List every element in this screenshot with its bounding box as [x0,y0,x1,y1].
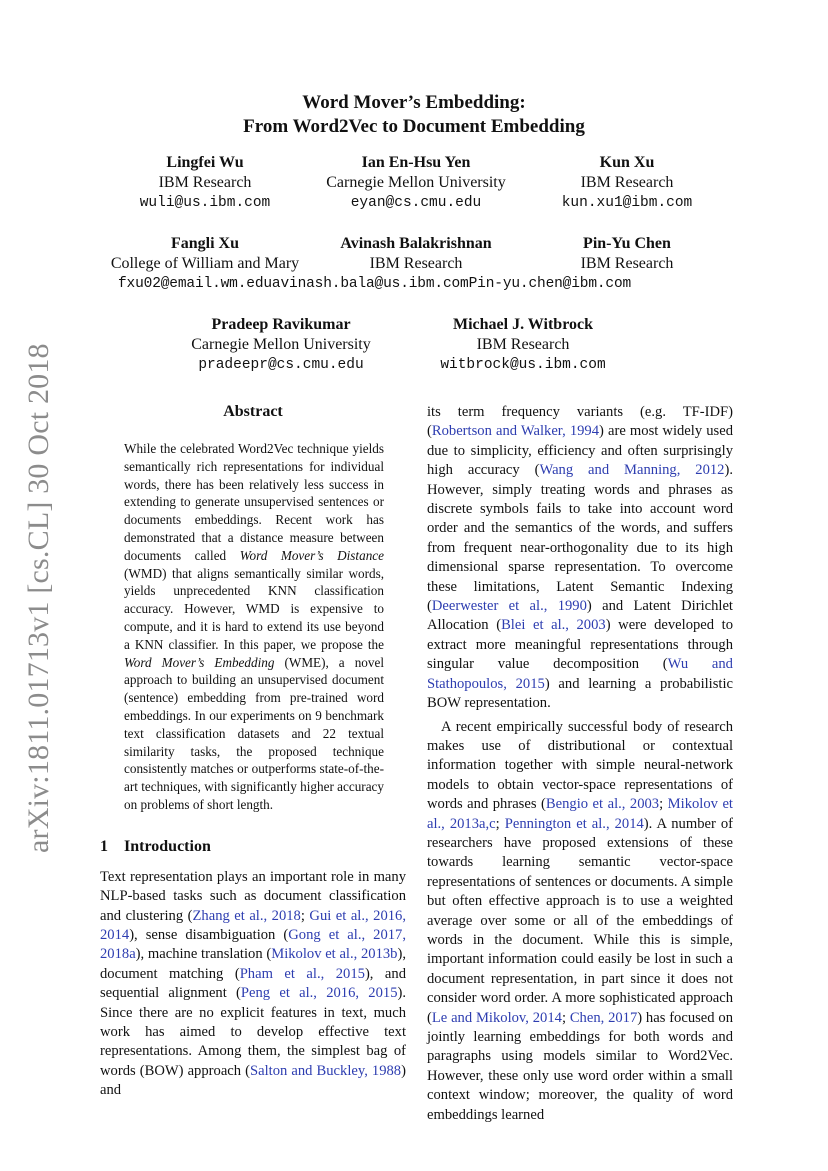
text-run: ) and Latent Dirichlet Allocation ( [427,598,733,634]
author-email[interactable]: pradeepr@cs.cmu.edu [198,357,364,373]
author-block [311,153,521,213]
right-column [427,403,733,1125]
text-run: ), sense disambiguation ( [129,926,289,943]
author-email[interactable]: witbrock@us.ibm.com [440,357,606,373]
text-run: Text representation plays an important role in many NLP-based tasks such as document classification and clustering ( [100,868,406,924]
citation-link[interactable]: Chen, 2017 [569,1009,638,1026]
citation-link[interactable]: Gui et al., 2016, 2014 [100,907,407,943]
title-line-1: Word Mover’s Embedding: [302,92,526,113]
citation-link[interactable]: Blei et al., 2003 [501,617,606,634]
text-run: ; [300,907,310,924]
section-heading-introduction [100,837,406,857]
author-name: Ian En-Hsu Yen [361,154,471,171]
author-affiliation: College of William and Mary [110,255,300,272]
author-name: Pradeep Ravikumar [211,316,351,333]
author-affiliation: IBM Research [580,255,674,272]
author-email[interactable]: kun.xu1@ibm.com [561,195,693,211]
citation-link[interactable]: Mikolov et al., 2013a,c [427,796,733,832]
text-run: ), document matching ( [100,946,406,982]
author-block [418,315,628,375]
text-run: ), machine translation ( [135,946,272,963]
arxiv-identifier-stamp: arXiv:1811.01713v1 [cs.CL] 30 Oct 2018 [22,343,55,853]
author-name: Lingfei Wu [166,154,244,171]
citation-link[interactable]: Pham et al., 2015 [239,965,365,982]
body-paragraph [427,718,733,1126]
citation-link[interactable]: Zhang et al., 2018 [192,907,301,924]
citation-link[interactable]: Wang and Manning, 2012 [539,462,725,479]
abstract-body [124,440,384,814]
author-row-2-emails[interactable]: fxu02@email.wm.eduavinash.bala@us.ibm.comPin-yu.chen@ibm.com [118,276,632,292]
text-run: (WMD) that aligns semantically similar words, yields unprecedented KNN classification accuracy. However, WMD is expensive to compute, and it is hard to extend its use beyond a KNN classifier. In this paper, we propose the [124,565,384,652]
paper-title [0,91,828,139]
author-block [100,153,310,213]
author-name: Avinash Balakrishnan [340,235,492,252]
author-name: Michael J. Witbrock [453,316,593,333]
text-run: ; [659,796,668,813]
text-run: ). A number of researchers have proposed extensions of these towards learning semantic vector-space representations of sentences or documents. A simple but often effective approach is to use a weighted average over some or all of the embeddings of words in the document. While this is simple, important information could easily be lost in such a document representation, in part since it does not consider word order. A more sophisticated approach ( [427,815,734,1026]
citation-link[interactable]: Pennington et al., 2014 [504,815,644,832]
author-block [522,153,732,213]
author-name: Kun Xu [599,154,655,171]
text-run: While the celebrated Word2Vec technique yields semantically rich representations for individual words, there has been relatively less success in extending to generate unsupervised sentences or documents embeddings. Recent work has demonstrated that a distance measure between documents called [124,441,384,563]
author-affiliation: Carnegie Mellon University [326,174,506,191]
text-run: ) and learning a probabilistic BOW representation. [427,675,733,712]
citation-link[interactable]: Robertson and Walker, 1994 [431,423,600,440]
author-block [311,234,521,274]
author-name: Pin-Yu Chen [583,235,671,252]
author-block [100,234,310,274]
text-run: (WME), a novel approach to building an unsupervised document (sentence) embedding from pre-trained word embeddings. In our experiments on 9 benchmark text classification datasets and 22 textual similarity tasks, the proposed technique consistently matches or outperforms state-of-the-art techniques, with significantly higher accuracy on problems of short length. [124,654,384,812]
emphasized-term: Word Mover’s Embedding [124,654,275,670]
text-run: A recent empirically successful body of research makes use of distributional or contextual information together with simple neural-network models to obtain vector-space representations of words and phrases ( [427,718,733,813]
text-run: ) are most widely used due to simplicity, efficiency and often surprisingly high accuracy ( [427,423,733,479]
citation-link[interactable]: Salton and Buckley, 1988 [250,1062,402,1079]
abstract-heading: Abstract [223,403,283,420]
author-affiliation: IBM Research [158,174,252,191]
text-run: ; [561,1009,570,1026]
left-column [100,402,406,1101]
citation-link[interactable]: Mikolov et al., 2013b [271,946,398,963]
text-run: ) were developed to extract more meaningful representations through singular value decomposition ( [427,617,733,673]
author-email[interactable]: eyan@cs.cmu.edu [350,195,482,211]
citation-link[interactable]: Le and Mikolov, 2014 [431,1009,562,1026]
body-paragraph [427,403,733,714]
text-run: ), and sequential alignment ( [100,965,406,1002]
author-affiliation: IBM Research [369,255,463,272]
author-row-3 [176,315,628,375]
author-block [522,234,732,274]
emphasized-term: Word Mover’s Distance [239,547,384,563]
text-run: ; [495,815,505,832]
section-title: Introduction [124,837,211,855]
author-affiliation: Carnegie Mellon University [191,336,371,353]
author-row-2 [100,234,732,274]
citation-link[interactable]: Bengio et al., 2003 [545,796,660,813]
author-block [176,315,386,375]
author-affiliation: IBM Research [476,336,570,353]
text-run: ). However, simply treating words and phrases as discrete symbols fails to take into account word order and the semantics of the words, and suffers from frequent near-orthogonality due to its high dimensional sparse representation. To overcome these limitations, Latent Semantic Indexing ( [427,462,733,615]
section-number: 1 [100,837,108,855]
title-line-2: From Word2Vec to Document Embedding [243,116,585,137]
author-affiliation: IBM Research [580,174,674,191]
citation-link[interactable]: Wu and Stathopoulos, 2015 [427,656,733,692]
text-run: ) has focused on jointly learning embeddings for both words and paragraphs using models similar to Word2Vec. However, these only use word order within a small context window; moreover, the quality of word embeddings learned [427,1009,733,1123]
introduction-paragraph [100,868,406,1101]
citation-link[interactable]: Peng et al., 2016, 2015 [240,985,398,1002]
author-row-1 [100,153,732,213]
text-run: ). Since there are no explicit features in text, much work has aimed to develop effective text representations. Among them, the simplest bag of words (BOW) approach ( [100,985,407,1079]
author-name: Fangli Xu [170,235,239,252]
citation-link[interactable]: Deerwester et al., 1990 [431,598,587,615]
citation-link[interactable]: Gong et al., 2017, 2018a [100,926,406,963]
author-email[interactable]: wuli@us.ibm.com [139,195,271,211]
text-run: ) and [100,1062,406,1099]
text-run: its term frequency variants (e.g. TF-IDF) ( [427,404,733,440]
